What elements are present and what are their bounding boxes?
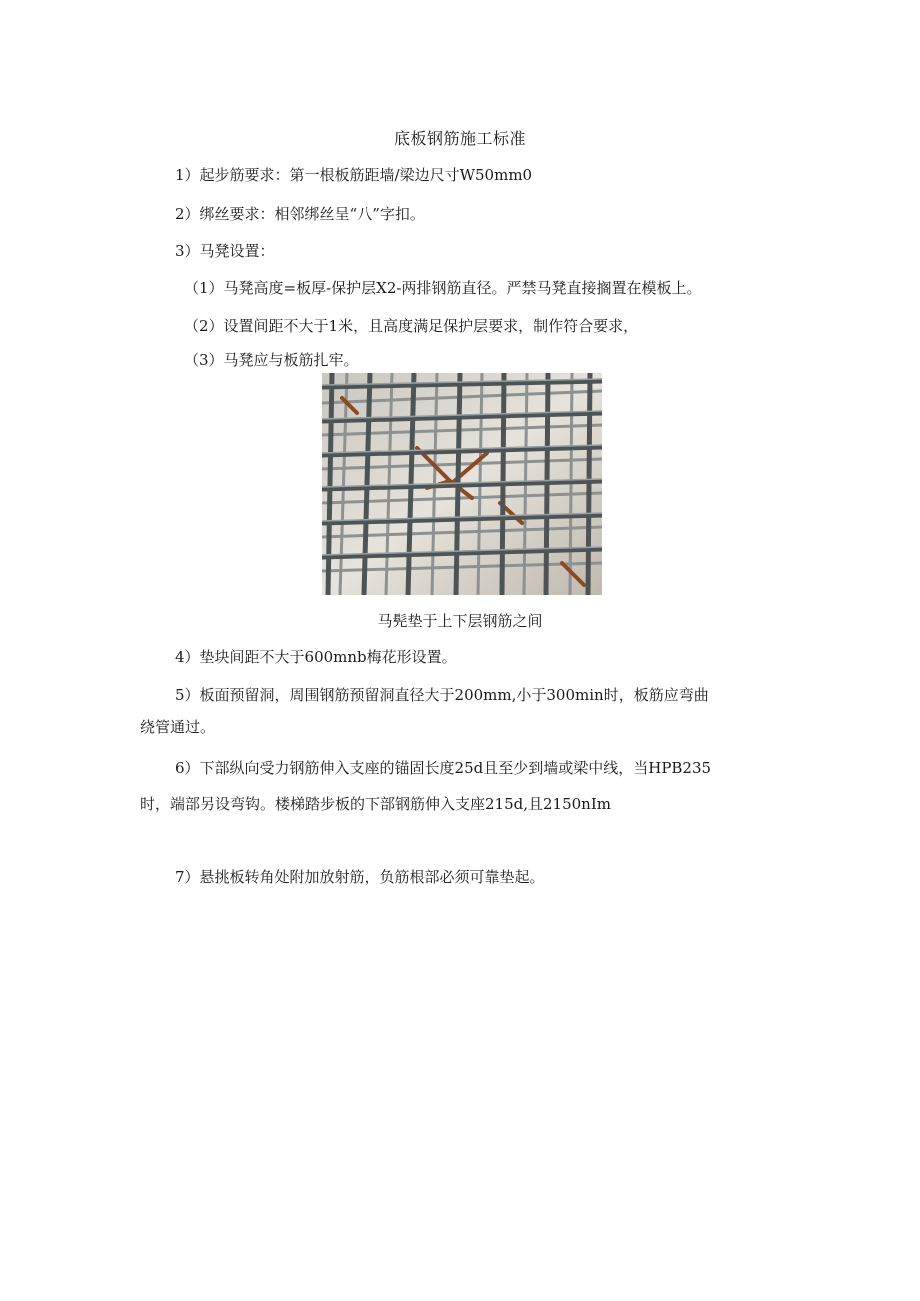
rebar-mesh-photo	[322, 373, 602, 595]
item-3-3-tie-firmly: （3）马凳应与板筋扎牢。	[184, 351, 359, 369]
item-5-reserved-holes: 5）板面预留洞，周围钢筋预留洞直径大于200mm,小于300min时，板筋应弯曲	[175, 686, 709, 704]
item-3-1-chair-height: （1）马凳高度=板厚-保护层X2-两排钢筋直径。严禁马凳直接搁置在模板上。	[184, 279, 702, 297]
item-7-cantilever: 7）悬挑板转角处附加放射筋，负筋根部必须可靠垫起。	[175, 868, 545, 886]
figure-caption: 马髡垫于上下层钢筋之间	[377, 612, 543, 630]
item-1-starter-bar: 1）起步筋要求：第一根板筋距墙/梁边尺寸W50mm0	[175, 166, 533, 184]
item-6-continued: 时，端部另设弯钩。楼梯踏步板的下部钢筋伸入支座215d,且2150nIm	[140, 795, 611, 813]
document-title: 底板钢筋施工标准	[393, 129, 526, 148]
item-3-2-spacing: （2）设置间距不大于1米，且高度满足保护层要求，制作符合要求，	[184, 317, 639, 335]
item-6-anchorage: 6）下部纵向受力钢筋伸入支座的锚固长度25d且至少到墙或梁中线，当HPB235	[175, 759, 712, 777]
item-3-chair-setting: 3）马凳设置：	[175, 242, 275, 260]
item-5-continued: 绕管通过。	[140, 718, 216, 736]
item-2-tie-wire: 2）绑丝要求：相邻绑丝呈“八”字扣。	[175, 205, 425, 223]
item-4-spacer-blocks: 4）垫块间距不大于600mnb梅花形设置。	[175, 648, 457, 666]
